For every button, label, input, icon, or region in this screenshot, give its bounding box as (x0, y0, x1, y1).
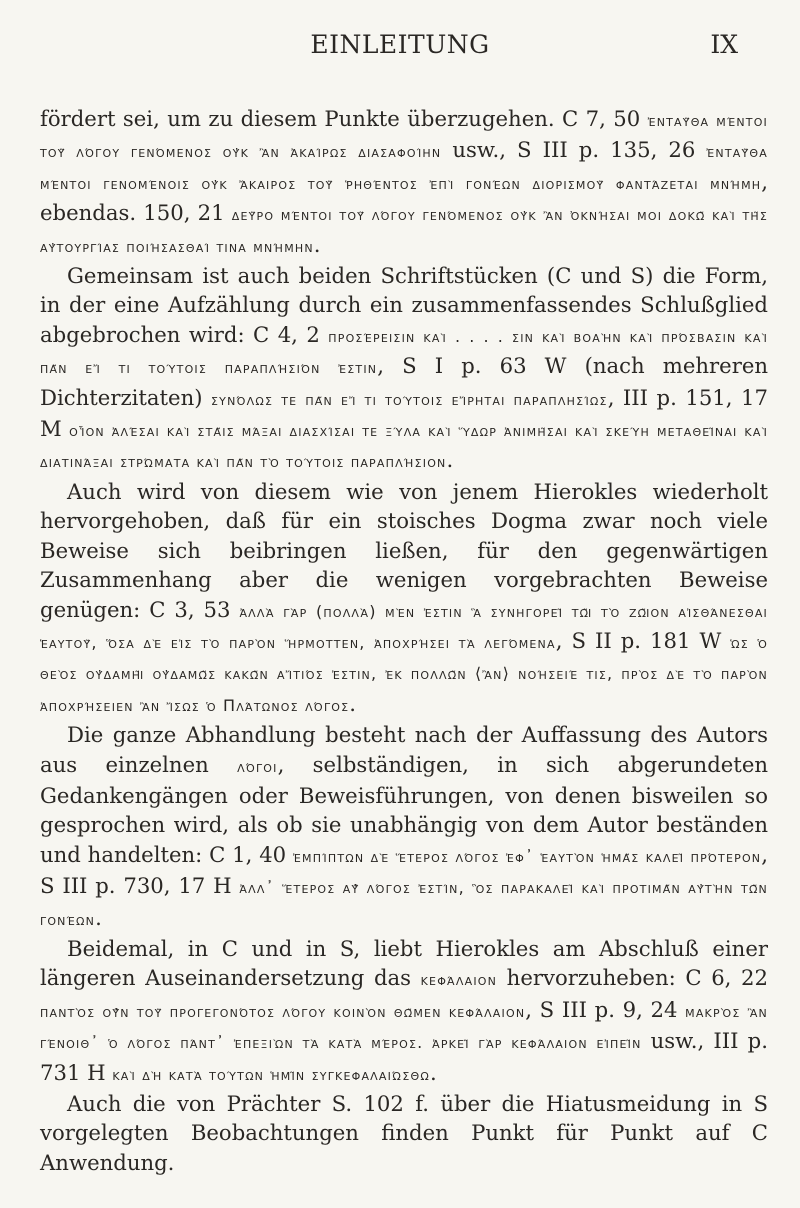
paragraph (40, 720, 768, 934)
greek-quotation: κεφάλαιον (420, 970, 498, 990)
text-run: , III p. 151, 17 M (40, 384, 768, 442)
paragraph (40, 1089, 768, 1177)
greek-quotation: ἐνταῦθα μέντοι τοῦ λόγου γενόμενος οὐκ ἂν ἀκαίρως διασαφοίην (40, 111, 768, 162)
greek-quotation: μακρὸς ἂν γένοιθ᾽ ὁ λόγος πάντ᾽ ἐπεξιὼν τὰ κατὰ μέρος. ἀρκεῖ γὰρ κεφάλαιον εἰπεῖν (40, 1001, 768, 1053)
greek-quotation: λόγοι (237, 756, 278, 776)
text-run: . (313, 231, 321, 257)
greek-quotation: δεῦρο μέντοι τοῦ λόγου γενόμενος οὐκ ἂν ὀκνήσαι μοι δοκῶ καὶ τῆς αὐτουργίας ποιήσασθαί τινα μνήμην (40, 205, 769, 256)
text-run: , ebendas. 150, 21 (40, 168, 768, 226)
header-title: EINLEITUNG (310, 30, 490, 59)
text-run: , S II p. 181 W (555, 627, 731, 653)
greek-quotation: καὶ δὴ κατὰ τούτων ἡμῖν συγκεφαλαιώσθω (112, 1064, 430, 1084)
text-run: Die ganze Abhandlung besteht nach der Auffassung des Autors aus einzelnen (40, 722, 768, 777)
page-number: IX (710, 30, 738, 59)
body-text (40, 104, 768, 1177)
paragraph (40, 261, 768, 477)
running-header (40, 30, 760, 70)
greek-quotation: ἐμπίπτων δὲ ἕτερος λόγος ἐφ᾽ ἑαυτὸν ἡμᾶς καλεῖ πρότερον (292, 846, 762, 866)
greek-quotation: παντὸς οὖν τοῦ προγεγονότος λόγου κοινὸν θῶμεν κεφάλαιον (40, 1001, 526, 1021)
text-run: , S III p. 9, 24 (525, 996, 686, 1022)
text-run: usw., III p. 731 H (40, 1028, 768, 1085)
text-run: Beidemal, in C und in S, liebt Hierokles am Abschluß einer längeren Auseinandersetzung das (40, 935, 768, 991)
text-run: Auch die von Prächter S. 102 f. über die Hiatusmeidung in S vorgelegten Beobachtungen finden Punkt für Punkt auf C Anwendung. (40, 1091, 768, 1175)
greek-quotation: συνόλως τε πᾶν εἴ τι τούτοις εἴρηται παραπλησίως (211, 389, 608, 409)
text-run: usw., S III p. 135, 26 (441, 137, 707, 163)
paragraph (40, 477, 768, 720)
text-run: . (349, 690, 357, 716)
text-run: Gemeinsam ist auch beiden Schriftstücken (C und S) die Form, in der eine Aufzählung durch ein zusammenfassendes Schlußglied abgebrochen wird: C 4, 2 (40, 263, 768, 347)
text-run: . (95, 904, 102, 930)
greek-quotation: προσέρεισιν καὶ . . . . σιν καὶ βοαὴν καὶ πρόσβασιν καὶ πᾶν εἴ τι τούτοις παραπλήσιόν ἐστιν (40, 326, 768, 378)
text-run: Auch wird von diesem wie von jenem Hierokles wiederholt hervorgehoben, daß für ein stoisches Dogma zwar noch viele Beweise sich beibringen ließen, für den gegenwärtigen Zusammenhang aber die wenigen vorgebrachten Beweise genügen: C 3, 53 (40, 478, 768, 622)
paragraph (40, 104, 768, 261)
text-run: . (429, 1059, 437, 1085)
greek-quotation: ἀλλὰ γὰρ (πολλὰ) μὲν ἐστιν ἃ συνηγορεῖ τῷ τὸ ζῷον αἰσθάνεσθαι ἑαυτοῦ, ὅσα δὲ εἰς τὸ παρὸν ἥρμοττεν, ἀποχρήσει τὰ λεγόμενα (40, 601, 769, 652)
text-run: , S I p. 63 W (nach mehreren Dichterzitaten) (40, 353, 769, 410)
text-run: hervorzuheben: C 6, 22 (497, 965, 768, 991)
text-run: , S III p. 730, 17 H (40, 841, 768, 899)
text-run: , selbständigen, in sich abgerundeten Gedankengängen oder Beweisführungen, von denen bisweilen so gesprochen wird, als ob sie unabhängig von dem Autor beständen und handelten: C 1, 40 (40, 751, 769, 867)
greek-quotation: ὡς ὁ θεὸς οὐδαμῇ οὐδαμῶς κακῶν αἴτιός ἐστιν, ἐκ πολλῶν ⟨ἂν⟩ νοήσειέ τις, πρὸς δὲ τὸ παρὸν ἀποχρήσειεν ἂν ἴσως ὁ Πλάτωνος λόγος (40, 632, 768, 715)
paragraph (40, 934, 768, 1089)
greek-quotation: ἀλλ᾽ ἕτερος αὖ λόγος ἐστίν, ὃς παρακαλεῖ καὶ προτιμᾶν αὐτὴν τῶν γονέων (40, 878, 768, 929)
text-run: fördert sei, um zu diesem Punkte überzugehen. C 7, 50 (40, 106, 648, 131)
text-run: . (446, 447, 454, 473)
greek-quotation: οἷον ἀλέσαι καὶ στᾶις μάξαι διασχίσαι τε ξύλα καὶ ὕδωρ ἀνιμῆσαι καὶ σκεύη μεταθεῖναι καὶ διατινάξαι στρώματα καὶ πᾶν τὸ τούτοις παραπλήσιον (40, 421, 768, 472)
greek-quotation: ἐνταῦθα μέντοι γενομένοις οὐκ ἄκαιρος τοῦ ῥηθέντος ἐπὶ γονέων διορισμοῦ φαντάζεται μνήμη (40, 142, 768, 193)
